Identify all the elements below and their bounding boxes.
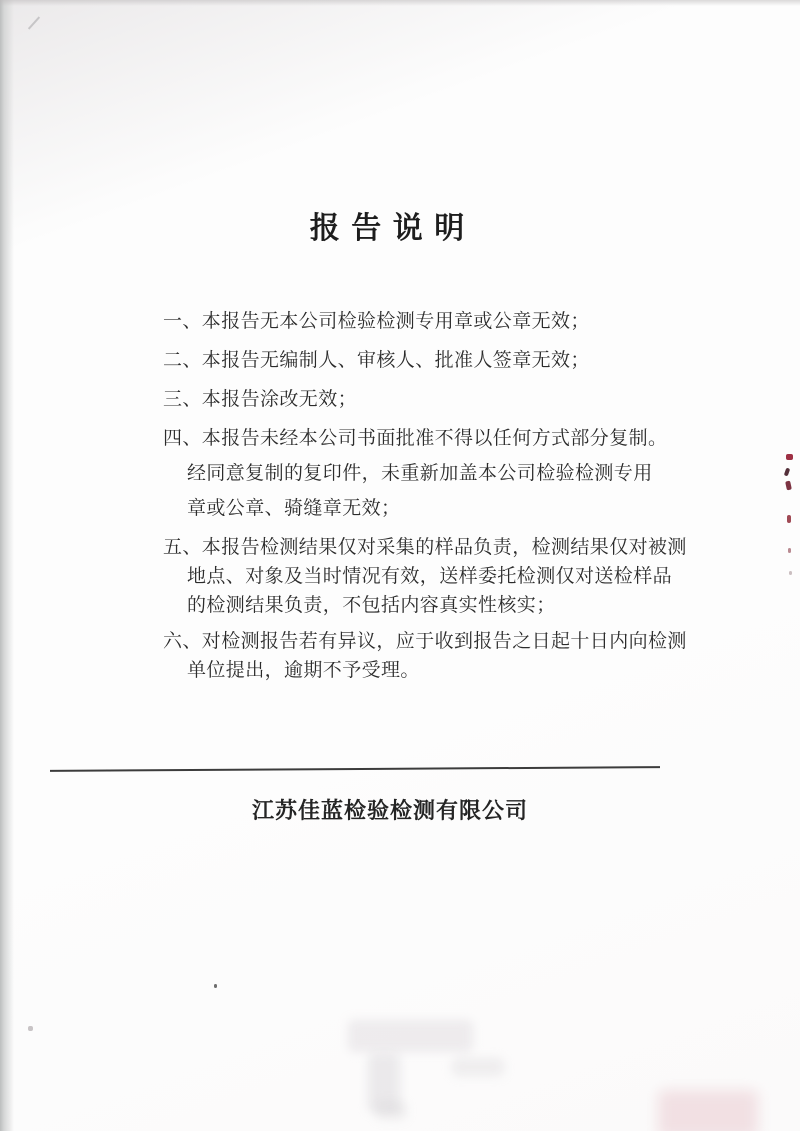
notice-line: 二、本报告无编制人、审核人、批准人签章无效； [163, 350, 590, 371]
bleed-through-stamp-mark [658, 1090, 758, 1131]
bleed-through-mark [376, 1102, 406, 1119]
ink-dot [28, 1026, 33, 1031]
notice-list [163, 304, 800, 685]
notice-line: 三、本报告涂改无效； [163, 389, 358, 410]
notice-line: 五、本报告检测结果仅对采集的样品负责，检测结果仅对被测 [163, 537, 687, 558]
notice-item-6 [163, 627, 800, 685]
page-title: 报 告 说 明 [309, 212, 467, 245]
bleed-through-mark [452, 1058, 504, 1076]
notice-line: 章或公章、骑缝章无效； [187, 498, 401, 519]
notice-item-5 [163, 533, 800, 620]
notice-line: 的检测结果负责，不包括内容真实性核实； [187, 595, 556, 616]
bleed-through-mark [348, 1020, 473, 1052]
notice-item-2 [163, 343, 800, 378]
red-ink-speck [789, 571, 792, 575]
red-ink-speck [788, 548, 791, 553]
red-ink-speck [786, 454, 793, 460]
ink-dot [214, 984, 217, 988]
company-name: 江苏佳蓝检验检测有限公司 [251, 798, 528, 823]
notice-line: 经同意复制的复印件，未重新加盖本公司检验检测专用 [187, 463, 653, 484]
footer-divider [50, 766, 660, 772]
notice-line: 单位提出，逾期不予受理。 [187, 660, 420, 681]
notice-item-4 [163, 421, 800, 526]
notice-item-3 [163, 382, 800, 417]
notice-item-1 [163, 304, 800, 339]
notice-line: 一、本报告无本公司检验检测专用章或公章无效； [163, 311, 590, 332]
red-ink-speck [787, 515, 791, 523]
notice-line: 六、对检测报告若有异议，应于收到报告之日起十日内向检测 [163, 631, 687, 652]
notice-line: 四、本报告未经本公司书面批准不得以任何方式部分复制。 [163, 428, 668, 449]
notice-line: 地点、对象及当时情况有效，送样委托检测仅对送检样品 [187, 566, 673, 587]
